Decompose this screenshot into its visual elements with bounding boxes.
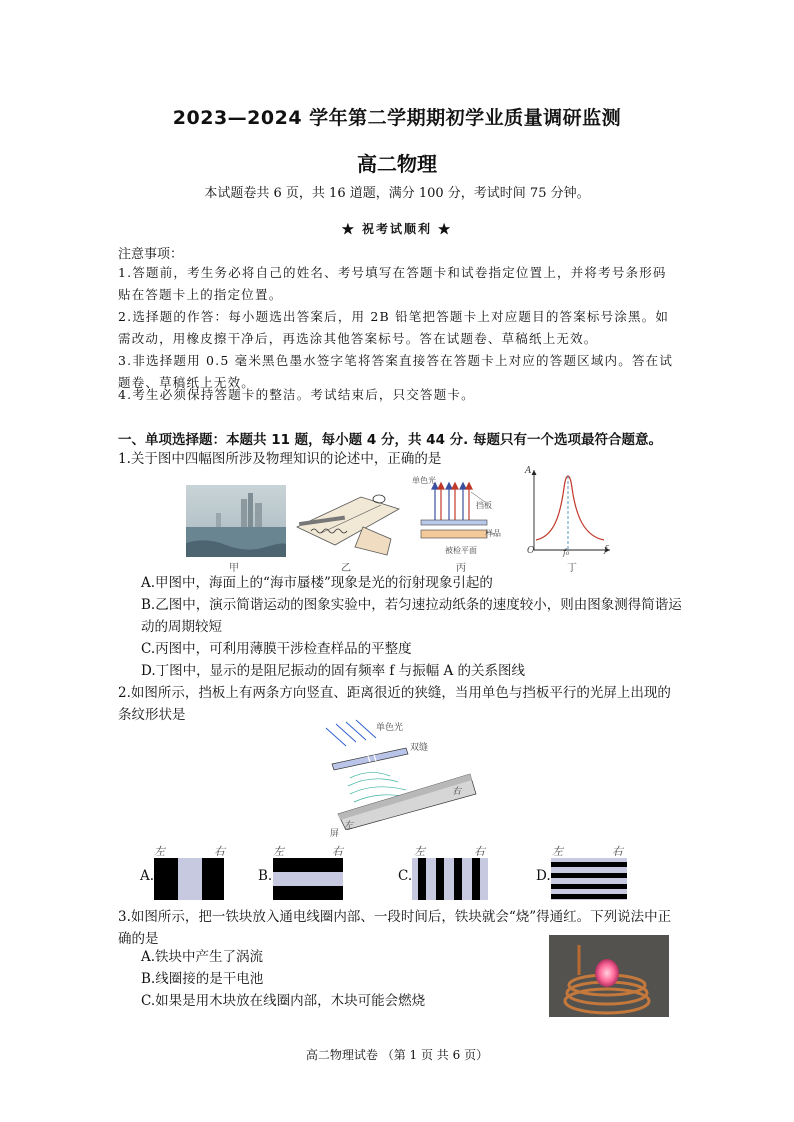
q2-option-a-label: A. xyxy=(140,868,155,884)
q2-option-c-label: C. xyxy=(398,868,413,884)
q2-d-right: 右 xyxy=(612,845,623,858)
notes-heading: 注意事项： xyxy=(118,247,184,262)
q2-pattern-b xyxy=(273,858,343,900)
label-left-screen: 左 xyxy=(344,821,354,831)
label-baffle: 挡板 xyxy=(476,501,492,510)
q2-pattern-a xyxy=(154,858,224,900)
exam-title: 2023—2024 学年第二学期期初学业质量调研监测 xyxy=(172,107,622,129)
q2-d-left: 左 xyxy=(552,845,563,858)
question-1-stem: 1.关于图中四幅图所涉及物理知识的论述中，正确的是 xyxy=(118,451,442,467)
exam-info: 本试题卷共 6 页，共 16 道题，满分 100 分，考试时间 75 分钟。 xyxy=(204,186,590,201)
subject-title: 高二物理 xyxy=(357,152,437,176)
figure-yi-oscillation xyxy=(291,487,405,557)
q2-a-right: 右 xyxy=(214,845,225,858)
note-item: 1.答题前，考生务必将自己的姓名、考号填写在答题卡和试卷指定位置上，并将考号条形码贴在答题卡上的指定位置。 xyxy=(118,265,667,302)
label-yi: 乙 xyxy=(341,563,351,574)
q2-b-right: 右 xyxy=(332,845,343,858)
label-flat-plane: 被检平面 xyxy=(445,546,477,555)
label-right-screen: 右 xyxy=(452,787,462,797)
label-origin: O xyxy=(527,546,535,556)
question-2-stem: 2.如图所示，挡板上有两条方向竖直、距离很近的狭缝，当用单色与挡板平行的光屏上出现的条纹形状是 xyxy=(118,685,671,723)
note-item: 3.非选择题用 0.5 毫米黑色墨水签字笔将答案直接答在答题卡上对应的答题区域内。答在试题卷、草稿纸上无效。 xyxy=(118,353,674,390)
q2-pattern-d xyxy=(551,858,627,900)
note-item: 4.考生必须保持答题卡的整洁。考试结束后，只交答题卡。 xyxy=(118,387,475,402)
label-bing: 丙 xyxy=(456,563,466,574)
figure-jia-mirage xyxy=(186,485,286,557)
label-f0: f₀ xyxy=(563,548,570,557)
section-heading: 一、单项选择题：本题共 11 题，每小题 4 分，共 44 分. 每题只有一个选项最符合题意。 xyxy=(118,432,662,448)
label-double-slit: 双缝 xyxy=(410,743,429,753)
q1-option-a: A.甲图中，海面上的“海市蜃楼”现象是光的衍射现象引起的 xyxy=(141,575,493,591)
q1-option-c: C.丙图中，可利用薄膜干涉检查样品的平整度 xyxy=(141,641,412,657)
q2-c-right: 右 xyxy=(474,845,485,858)
label-axis-a: A xyxy=(525,466,532,476)
figure-double-slit-setup xyxy=(320,718,480,830)
figure-induction-heating-photo xyxy=(549,935,669,1017)
q2-option-b-label: B. xyxy=(258,868,273,884)
q2-a-left: 左 xyxy=(154,845,165,858)
q3-option-c: C.如果是用木块放在线圈内部，木块可能会燃烧 xyxy=(141,993,426,1009)
label-axis-f: f xyxy=(604,545,608,555)
q1-option-b: B.乙图中，演示简谐运动的图象实验中，若匀速拉动纸条的速度较小，则由图象测得简谐运动的周期较短 xyxy=(141,597,682,635)
figure-ding-resonance-curve xyxy=(524,466,614,558)
label-jia: 甲 xyxy=(229,563,239,574)
page-footer: 高二物理试卷 （第 1 页 共 6 页） xyxy=(305,1048,489,1062)
q1-option-d: D.丁图中，显示的是阻尼振动的固有频率 f 与振幅 A 的关系图线 xyxy=(141,663,526,679)
q3-option-b: B.线圈接的是干电池 xyxy=(141,971,264,987)
label-ding: 丁 xyxy=(567,563,577,574)
label-mono-light-2: 单色光 xyxy=(376,723,404,733)
q2-pattern-c xyxy=(412,858,488,900)
label-sample: 样品 xyxy=(485,529,501,538)
q2-b-left: 左 xyxy=(273,845,284,858)
question-3-stem: 3.如图所示，把一铁块放入通电线圈内部、一段时间后，铁块就会“烧”得通红。下列说法中正确的是 xyxy=(118,909,672,947)
label-mono-light: 单色光 xyxy=(412,476,436,485)
label-screen: 屏 xyxy=(330,829,340,839)
q2-option-d-label: D. xyxy=(536,868,551,884)
good-luck-banner: ★ 祝考试顺利 ★ xyxy=(341,222,453,236)
note-item: 2.选择题的作答：每小题选出答案后，用 2B 铅笔把答题卡上对应题目的答案标号涂黑。如需改动，用橡皮擦干净后，再选涂其他答案标号。答在试题卷、草稿纸上无效。 xyxy=(118,309,670,346)
q2-c-left: 左 xyxy=(414,845,425,858)
q3-option-a: A.铁块中产生了涡流 xyxy=(141,949,264,965)
